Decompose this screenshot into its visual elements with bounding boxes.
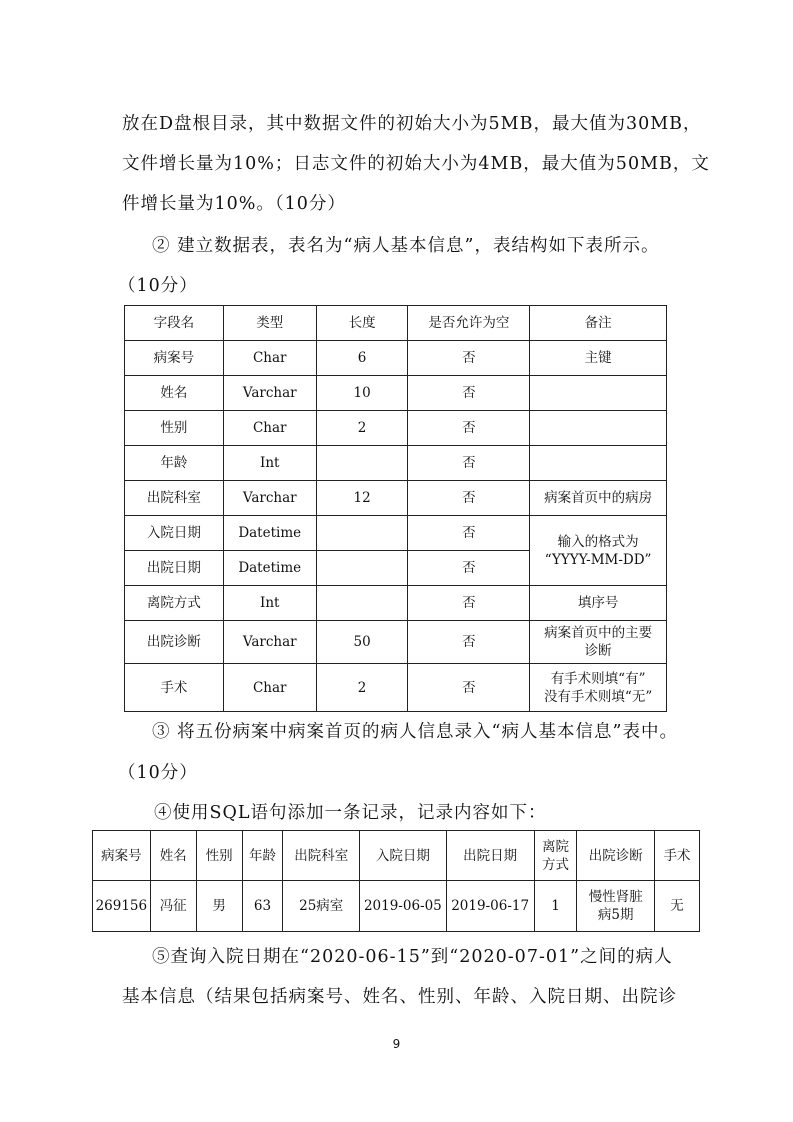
- table-cell: [530, 446, 667, 481]
- table-cell: 年龄: [125, 446, 224, 481]
- table-cell: 12: [316, 481, 408, 516]
- diagnosis-line: 慢性肾脏: [588, 889, 643, 905]
- table-row: [125, 481, 667, 516]
- table-cell: 否: [408, 586, 530, 621]
- table-cell: [530, 664, 667, 712]
- table-header-cell: 备注: [530, 306, 667, 341]
- paragraph-line: 放在D盘根目录，其中数据文件的初始大小为5MB，最大值为30MB，: [122, 114, 702, 134]
- diagnosis-line: 病5期: [597, 907, 634, 923]
- paragraph-line: 基本信息（结果包括病案号、姓名、性别、年龄、入院日期、出院诊: [122, 987, 677, 1007]
- header-line: 离院: [541, 838, 569, 855]
- table-cell: 否: [408, 664, 530, 712]
- table-row: [125, 411, 667, 446]
- table-cell: Datetime: [223, 551, 316, 586]
- table-header-cell: [534, 831, 577, 881]
- table-cell: 出院科室: [125, 481, 224, 516]
- table-cell: [530, 376, 667, 411]
- paragraph-line: （10分）: [118, 763, 198, 783]
- table-header-cell: 字段名: [125, 306, 224, 341]
- table-row: [93, 881, 700, 932]
- schema-table: [124, 305, 667, 712]
- table-cell: 姓名: [125, 376, 224, 411]
- paragraph-line: （10分）: [118, 276, 198, 296]
- table-cell: Int: [223, 446, 316, 481]
- table-header-cell: 是否允许为空: [408, 306, 530, 341]
- table-cell: 病案号: [125, 341, 224, 376]
- header-line: 方式: [541, 856, 569, 873]
- table-cell: 入院日期: [125, 516, 224, 551]
- record-table: [92, 830, 700, 932]
- table-cell: 否: [408, 481, 530, 516]
- note-line: 输入的格式为: [557, 533, 639, 550]
- table-cell: Varchar: [223, 376, 316, 411]
- table-cell: [530, 411, 667, 446]
- table-cell: [316, 446, 408, 481]
- table-cell: Char: [223, 664, 316, 712]
- page-number: 9: [392, 1037, 401, 1051]
- table-cell: 10: [316, 376, 408, 411]
- table-cell: 否: [408, 446, 530, 481]
- table-cell: 离院方式: [125, 586, 224, 621]
- table-header-cell: 长度: [316, 306, 408, 341]
- table-cell: 1: [534, 881, 577, 932]
- table-cell: 手术: [125, 664, 224, 712]
- table-cell: Datetime: [223, 516, 316, 551]
- table-cell: 填序号: [530, 586, 667, 621]
- table-cell: 否: [408, 341, 530, 376]
- table-header-cell: 性别: [196, 831, 242, 881]
- table-cell: 主键: [530, 341, 667, 376]
- table-cell: [577, 881, 655, 932]
- table-cell: Char: [223, 341, 316, 376]
- paragraph-line: ⑤查询入院日期在“2020-06-15”到“2020-07-01”之间的病人: [152, 947, 673, 967]
- table-cell: 否: [408, 411, 530, 446]
- table-cell: Varchar: [223, 621, 316, 664]
- table-cell: [316, 516, 408, 551]
- paragraph-line: ② 建立数据表，表名为“病人基本信息”，表结构如下表所示。: [152, 236, 660, 256]
- paragraph-line: ④使用SQL语句添加一条记录，记录内容如下：: [154, 803, 547, 823]
- table-cell: 50: [316, 621, 408, 664]
- note-line: 没有手术则填“无”: [543, 688, 653, 705]
- table-header-cell: 出院科室: [283, 831, 360, 881]
- table-cell: 冯征: [150, 881, 196, 932]
- note-line: 病案首页中的主要: [544, 625, 653, 641]
- date-format-note-cell: [530, 516, 667, 586]
- table-row: [125, 586, 667, 621]
- table-cell: 性别: [125, 411, 224, 446]
- table-header-cell: 年龄: [242, 831, 283, 881]
- table-row: [125, 376, 667, 411]
- table-cell: 否: [408, 551, 530, 586]
- table-cell: 63: [242, 881, 283, 932]
- table-cell: [316, 551, 408, 586]
- table-cell: 出院诊断: [125, 621, 224, 664]
- note-line: “YYYY-MM-DD”: [544, 551, 652, 568]
- table-cell: Int: [223, 586, 316, 621]
- paragraph-line: 件增长量为10%。（10分）: [122, 194, 346, 214]
- table-cell: 2: [316, 664, 408, 712]
- table-row: [125, 516, 667, 551]
- table-header-cell: 类型: [223, 306, 316, 341]
- table-row: [125, 446, 667, 481]
- paragraph-line: 文件增长量为10%；日志文件的初始大小为4MB，最大值为50MB，文: [122, 154, 710, 174]
- table-cell: Char: [223, 411, 316, 446]
- table-header-cell: 姓名: [150, 831, 196, 881]
- table-cell: 2: [316, 411, 408, 446]
- table-cell: 男: [196, 881, 242, 932]
- table-cell: Varchar: [223, 481, 316, 516]
- table-cell: 否: [408, 621, 530, 664]
- table-cell: 病案首页中的病房: [530, 481, 667, 516]
- table-row: [125, 621, 667, 664]
- table-row: [125, 341, 667, 376]
- table-header-cell: 出院诊断: [577, 831, 655, 881]
- table-header-cell: 手术: [655, 831, 700, 881]
- table-cell: [530, 621, 667, 664]
- table-cell: [316, 586, 408, 621]
- note-line: 有手术则填“有”: [550, 670, 646, 687]
- table-cell: 6: [316, 341, 408, 376]
- table-cell: 无: [655, 881, 700, 932]
- table-header-row: [125, 306, 667, 341]
- paragraph-line: ③ 将五份病案中病案首页的病人信息录入“病人基本信息”表中。: [152, 722, 678, 742]
- table-cell: 否: [408, 516, 530, 551]
- table-header-row: [93, 831, 700, 881]
- note-line: 诊断: [584, 643, 612, 659]
- table-cell: 2019-06-05: [359, 881, 446, 932]
- table-cell: 出院日期: [125, 551, 224, 586]
- table-row: [125, 664, 667, 712]
- table-header-cell: 入院日期: [359, 831, 446, 881]
- table-cell: 否: [408, 376, 530, 411]
- table-cell: 269156: [93, 881, 151, 932]
- table-header-cell: 病案号: [93, 831, 151, 881]
- table-cell: 25病室: [283, 881, 360, 932]
- table-header-cell: 出院日期: [446, 831, 534, 881]
- table-cell: 2019-06-17: [446, 881, 534, 932]
